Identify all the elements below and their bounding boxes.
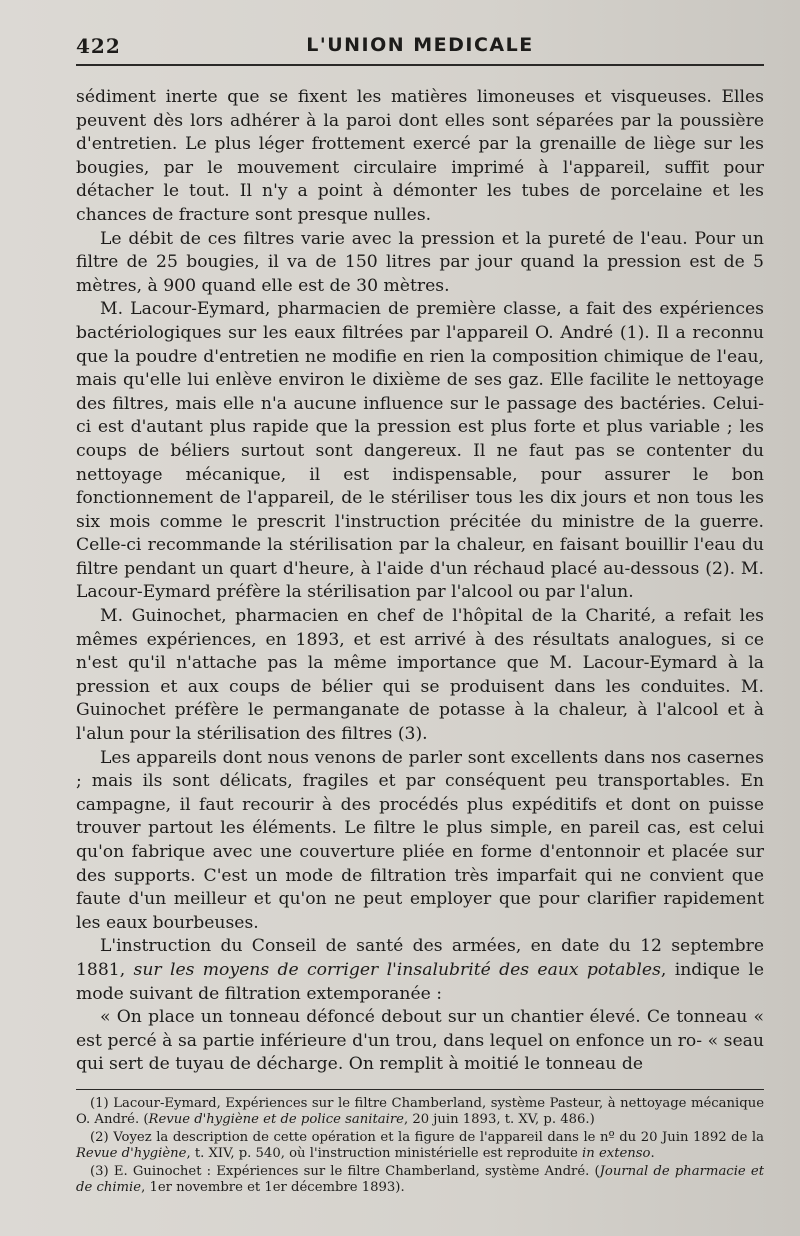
paragraph-quote: « On place un tonneau défoncé debout sur un chantier élevé. Ce tonneau « est percé à sa partie inférieure d'un trou, dans lequel on enfonce un ro- « seau qui sert de tuyau de décharge. On remplit à moitié le tonneau de [76, 1007, 764, 1075]
running-head [76, 30, 764, 66]
footnote-3-italic: Journal de pharmacie et de chimie [76, 1164, 764, 1195]
footnote-1-end: , 20 juin 1893, t. XV, p. 486.) [403, 1111, 595, 1127]
paragraph-1: sédiment inerte que se fixent les matières limoneuses et visqueuses. Elles peuvent dès lors adhérer à la paroi dont elles sont séparées par la poussière d'entretien. Le plus léger frottement exercé par la grenaille de liège sur les bougies, par le mouvement circulaire imprimé à l'appareil, suffit pour détacher le tout. Il n'y a point à démonter les tubes de porcelaine et les chances de fracture sont presque nulles. [76, 87, 764, 225]
page-number: 422 [76, 34, 121, 58]
footnote-1 [76, 1096, 764, 1127]
paragraph-2: Le débit de ces filtres varie avec la pression et la pureté de l'eau. Pour un filtre de 25 bougies, il va de 150 litres par jour quand la pression est de 5 mètres, à 900 quand elle est de 30 mètres. [76, 228, 764, 296]
footnote-2-end: . [650, 1145, 655, 1161]
footnote-3-end: , 1er novembre et 1er décembre 1893). [141, 1179, 405, 1195]
instruction-title-italic: sur les moyens de corriger l'insalubrité des eaux potables [133, 959, 661, 980]
footnote-divider [76, 1089, 764, 1090]
footnote-2-middle: , t. XIV, p. 540, où l'instruction ministérielle est reproduite [186, 1145, 583, 1161]
footnote-1-start: (1) Lacour-Eymard, Expériences sur le filtre Chamberland, système Pasteur, à nettoyage mécanique O. André. ( [76, 1095, 764, 1127]
footnote-2-start: (2) Voyez la description de cette opération et la figure de l'appareil dans le nº du 20 Juin 1892 de la [90, 1130, 764, 1146]
footnotes [76, 1096, 764, 1196]
paragraph-3: M. Lacour-Eymard, pharmacien de première classe, a fait des expériences bactériologiques sur les eaux filtrées par l'appareil O. André (1). Il a reconnu que la poudre d'entretien ne modifie en rien la composition chimique de l'eau, mais qu'elle lui enlève environ le dixième de ses gaz. Elle facilite le nettoyage des filtres, mais elle n'a aucune influence sur le passage des bactéries. Celui-ci est d'autant plus rapide que la pression est plus forte et plus variable ; les coups de béliers surtout sont dangereux. Il ne faut pas se contenter du nettoyage mécanique, il est indispensable, pour assurer le bon fonctionnement de l'appareil, de le stériliser tous les dix jours et non tous les six mois comme le prescrit l'instruction précitée du ministre de la guerre. Celle-ci recommande la stérilisation par la chaleur, en faisant bouillir l'eau du filtre pendant un quart d'heure, à l'aide d'un réchaud placé au-dessous (2). M. Lacour-Eymard préfère la stérilisation par l'alcool ou par l'alun. [76, 299, 764, 603]
footnote-2-italic: Revue d'hygiène [76, 1145, 187, 1161]
footnote-3 [76, 1164, 764, 1195]
footnote-1-italic: Revue d'hygiène et de police sanitaire [148, 1111, 404, 1127]
paragraph-4: M. Guinochet, pharmacien en chef de l'hôpital de la Charité, a refait les mêmes expériences, en 1893, et est arrivé à des résultats analogues, si ce n'est qu'il n'attache pas la même importance que M. Lacour-Eymard à la pression et aux coups de bélier qui se produisent dans les conduites. M. Guinochet préfère le permanganate de potasse à la chaleur, à l'alcool et à l'alun pour la stérilisation des filtres (3). [76, 606, 764, 745]
footnote-2 [76, 1130, 764, 1161]
paragraph-5: Les appareils dont nous venons de parler sont excellents dans nos casernes ; mais ils sont délicats, fragiles et par conséquent peu transportables. En campagne, il faut recourir à des procédés plus expéditifs et dont on puisse trouver partout les éléments. Le filtre le plus simple, en pareil cas, est celui qu'on fabrique avec une couverture pliée en forme d'entonnoir et placée sur des supports. C'est un mode de filtration très imparfait qui ne convient que faute d'un meilleur et qu'on ne peut employer que pour clarifier rapidement les eaux bourbeuses. [76, 747, 764, 933]
footnote-2-italic-2: in extenso [582, 1145, 651, 1161]
instruction-text-start: L'instruction du Conseil de santé des armées, en date du 12 septembre 1881, [76, 936, 764, 980]
paragraph-instruction [76, 935, 764, 1006]
journal-title: L'UNION MEDICALE [306, 34, 534, 56]
instruction-text-end: , indique le mode suivant de filtration extemporanée : [76, 959, 764, 1004]
body-text [76, 86, 764, 1077]
footnote-3-start: (3) E. Guinochet : Expériences sur le filtre Chamberland, système André. ( [90, 1164, 600, 1180]
